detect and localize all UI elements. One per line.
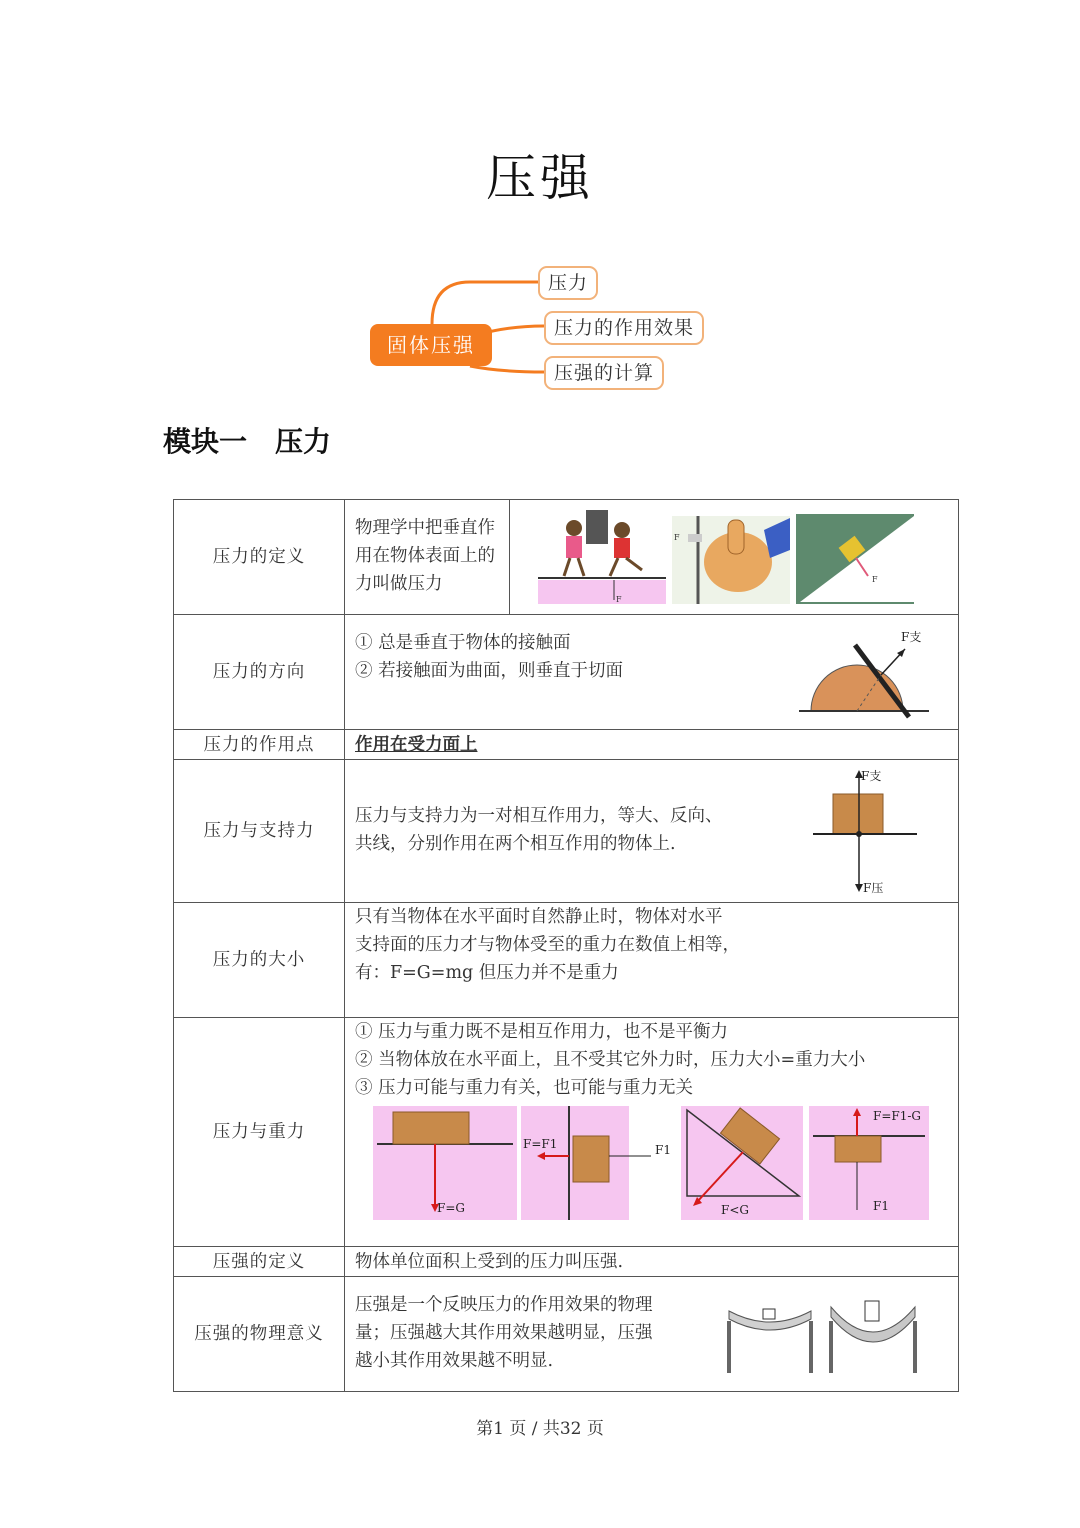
mind-map-branch-pressure: 压力 [538, 266, 598, 300]
pressure-definition-text: 物体单位面积上受到的压力叫压强. [355, 1251, 624, 1272]
svg-text:F支: F支 [861, 769, 882, 783]
svg-text:F支: F支 [901, 630, 922, 644]
row-label: 压力的定义 [174, 500, 345, 615]
svg-text:F1: F1 [873, 1199, 889, 1213]
svg-text:F1: F1 [655, 1143, 671, 1157]
curved-surface-figure [793, 625, 943, 725]
deformation-figure [725, 1297, 935, 1377]
table-row [174, 903, 959, 1018]
document-title: 压强 [486, 149, 594, 207]
support-force-text: 压力与支持力为一对相互作用力，等大、反向、 共线，分别作用在两个相互作用的物体上. [355, 806, 723, 854]
mind-map-branch-effect: 压力的作用效果 [544, 311, 704, 345]
gravity-text: ① 压力与重力既不是相互作用力，也不是平衡力 ② 当物体放在水平面上，且不受其它外力时，压力大小=重力大小 ③ 压力可能与重力有关，也可能与重力无关 [355, 1022, 866, 1098]
table-row [174, 1247, 959, 1277]
svg-text:F=F1: F=F1 [523, 1137, 558, 1151]
row-label: 压强的定义 [174, 1247, 345, 1277]
svg-text:F: F [616, 595, 622, 604]
table-row [174, 760, 959, 903]
point-of-action-text: 作用在受力面上 [355, 734, 478, 755]
table-row [174, 615, 959, 730]
magnitude-text: 只有当物体在水平面时自然静止时，物体对水平 支持面的压力才与物体受至的重力在数值上相等， 有：F=G=mg 但压力并不是重力 [355, 907, 740, 983]
svg-text:F: F [872, 575, 878, 584]
svg-text:F=F1-G: F=F1-G [873, 1109, 921, 1123]
mind-map-branch-calculation: 压强的计算 [544, 356, 664, 390]
row-label: 压强的物理意义 [174, 1277, 345, 1392]
knowledge-table [173, 499, 959, 1392]
section-heading: 模块一 压力 [163, 425, 332, 458]
table-row [174, 1277, 959, 1392]
row-label: 压力的作用点 [174, 730, 345, 760]
page-footer: 第1 页 / 共32 页 [476, 1419, 604, 1439]
row-label: 压力的大小 [174, 903, 345, 1018]
mind-map [360, 260, 740, 400]
pressure-gravity-figures [373, 1106, 959, 1220]
definition-text: 物理学中把垂直作 用在物体表面上的 力叫做压力 [345, 500, 510, 614]
table-row [174, 500, 959, 615]
svg-text:F<G: F<G [721, 1203, 749, 1217]
table-row [174, 730, 959, 760]
row-label: 压力的方向 [174, 615, 345, 730]
row-label: 压力与支持力 [174, 760, 345, 903]
svg-text:F压: F压 [863, 881, 884, 895]
mind-map-root: 固体压强 [370, 324, 492, 366]
definition-figures [510, 500, 958, 614]
row-label: 压力与重力 [174, 1018, 345, 1247]
physical-meaning-text: 压强是一个反映压力的作用效果的物理 量；压强越大其作用效果越明显，压强 越小其作用效果越不明显. [355, 1295, 653, 1371]
support-force-figure [809, 766, 929, 898]
table-row [174, 1018, 959, 1247]
pressure-examples-figure [538, 510, 978, 610]
svg-text:F: F [674, 533, 680, 542]
direction-text: ① 总是垂直于物体的接触面 ② 若接触面为曲面，则垂直于切面 [355, 633, 624, 681]
svg-text:F=G: F=G [437, 1201, 465, 1215]
